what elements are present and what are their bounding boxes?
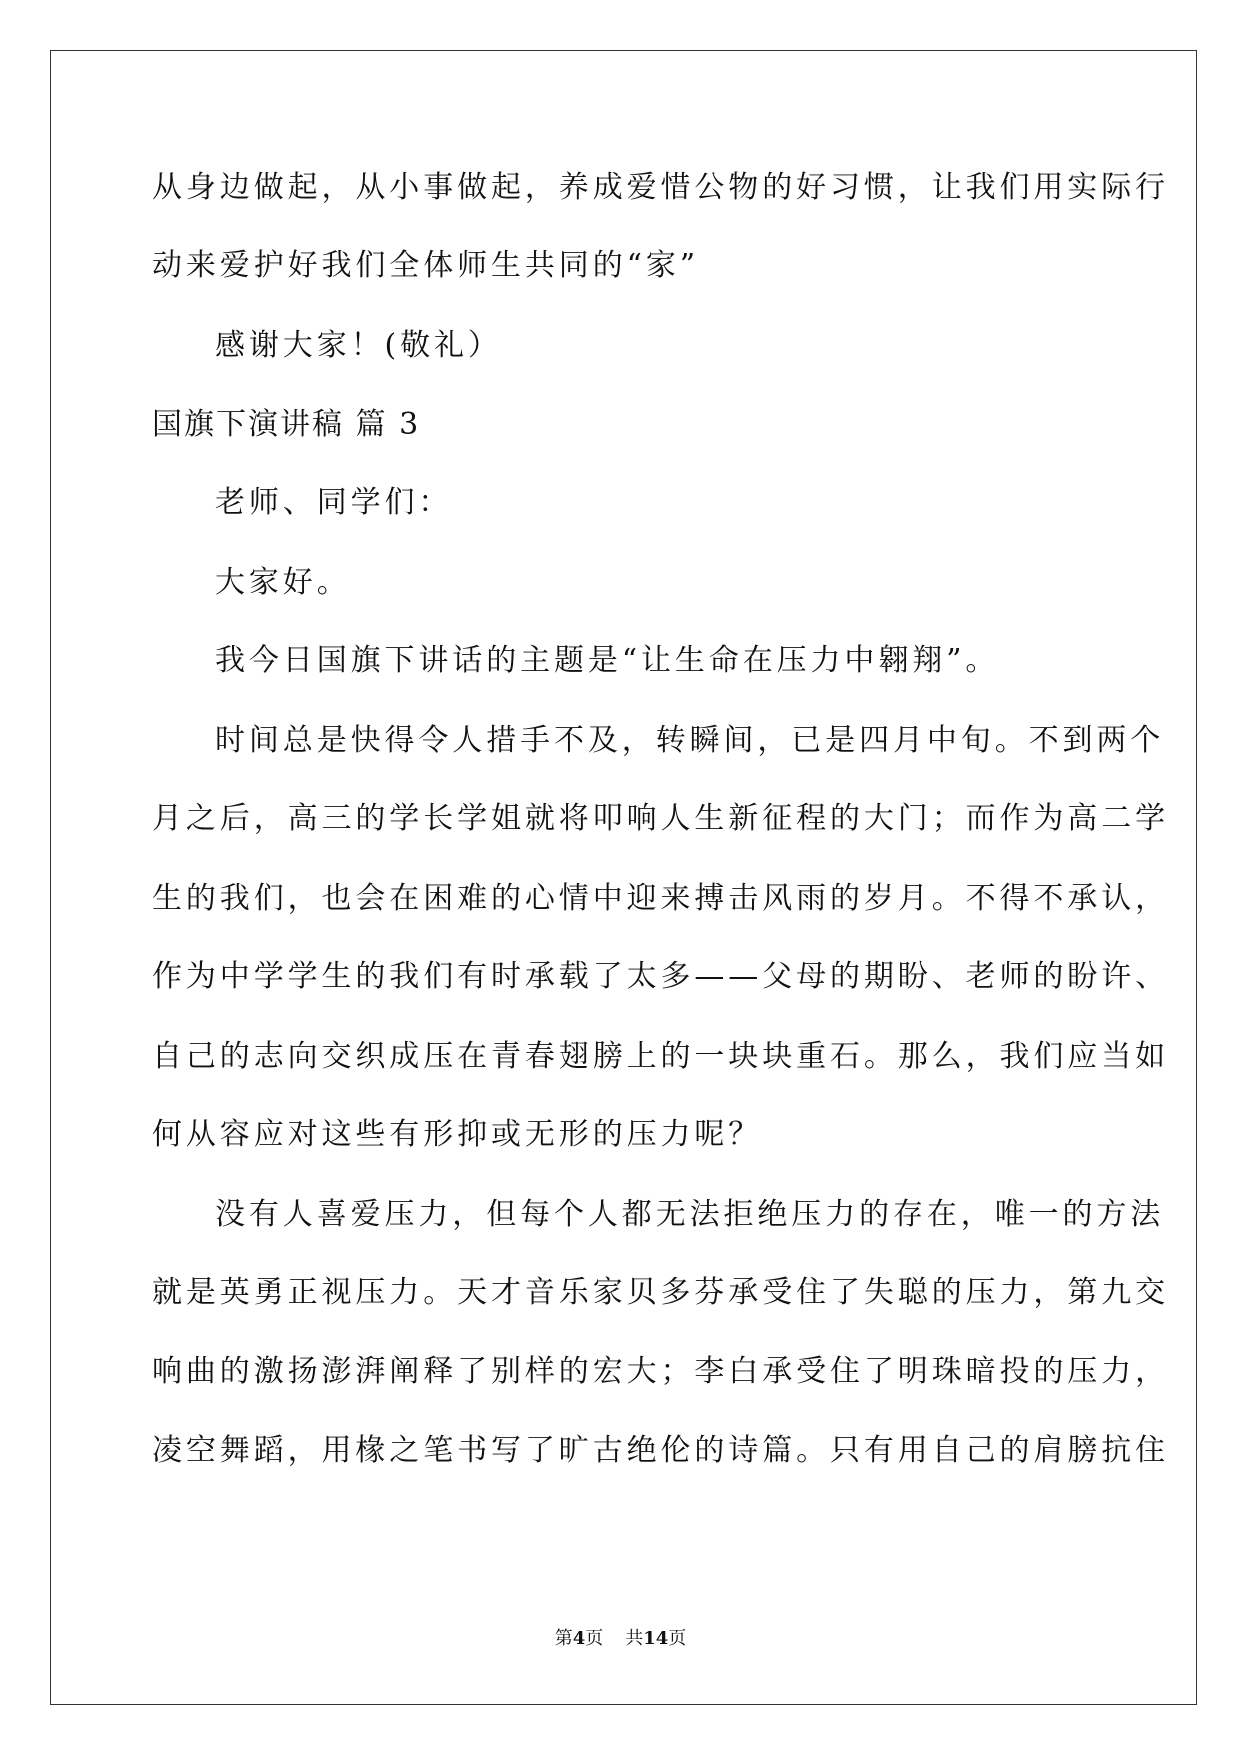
paragraph-line: 何从容应对这些有形抑或无形的压力呢？	[152, 1117, 763, 1152]
salutation-line: 老师、同学们：	[215, 485, 453, 520]
paragraph-line: 从身边做起，从小事做起，养成爱惜公物的好习惯，让我们用实际行	[152, 170, 1169, 205]
paragraph-line: 凌空舞蹈，用椽之笔书写了旷古绝伦的诗篇。只有用自己的肩膀抗住	[152, 1433, 1169, 1468]
paragraph-line: 我今日国旗下讲话的主题是“让生命在压力中翱翔”。	[215, 643, 1000, 678]
page-total-suffix: 页	[668, 1628, 687, 1649]
page-total: 14	[643, 1628, 669, 1649]
paragraph-line: 自己的志向交织成压在青春翅膀上的一块块重石。那么，我们应当如	[152, 1039, 1169, 1074]
paragraph-line: 响曲的激扬澎湃阐释了别样的宏大；李白承受住了明珠暗投的压力，	[152, 1354, 1169, 1389]
greeting-line: 大家好。	[215, 565, 351, 600]
paragraph-line: 月之后，高三的学长学姐就将叩响人生新征程的大门；而作为高二学	[152, 801, 1169, 836]
page-number-prefix: 第	[554, 1628, 573, 1649]
page-total-prefix: 共	[625, 1628, 644, 1649]
paragraph-line: 就是英勇正视压力。天才音乐家贝多芬承受住了失聪的压力，第九交	[152, 1275, 1169, 1310]
page-number-suffix: 页	[585, 1628, 604, 1649]
paragraph-line: 作为中学学生的我们有时承载了太多——父母的期盼、老师的盼许、	[152, 959, 1169, 994]
paragraph-line: 时间总是快得令人措手不及，转瞬间，已是四月中旬。不到两个	[215, 723, 1165, 758]
page-footer	[0, 1627, 1241, 1651]
paragraph-line: 没有人喜爱压力，但每个人都无法拒绝压力的存在，唯一的方法	[215, 1197, 1165, 1232]
paragraph-line: 感谢大家！(敬礼）	[215, 328, 502, 363]
page-number-current: 4	[572, 1628, 586, 1649]
paragraph-line: 生的我们，也会在困难的心情中迎来搏击风雨的岁月。不得不承认，	[152, 881, 1169, 916]
paragraph-line: 动来爱护好我们全体师生共同的“家”	[152, 248, 699, 283]
section-heading: 国旗下演讲稿 篇 3	[152, 407, 421, 442]
